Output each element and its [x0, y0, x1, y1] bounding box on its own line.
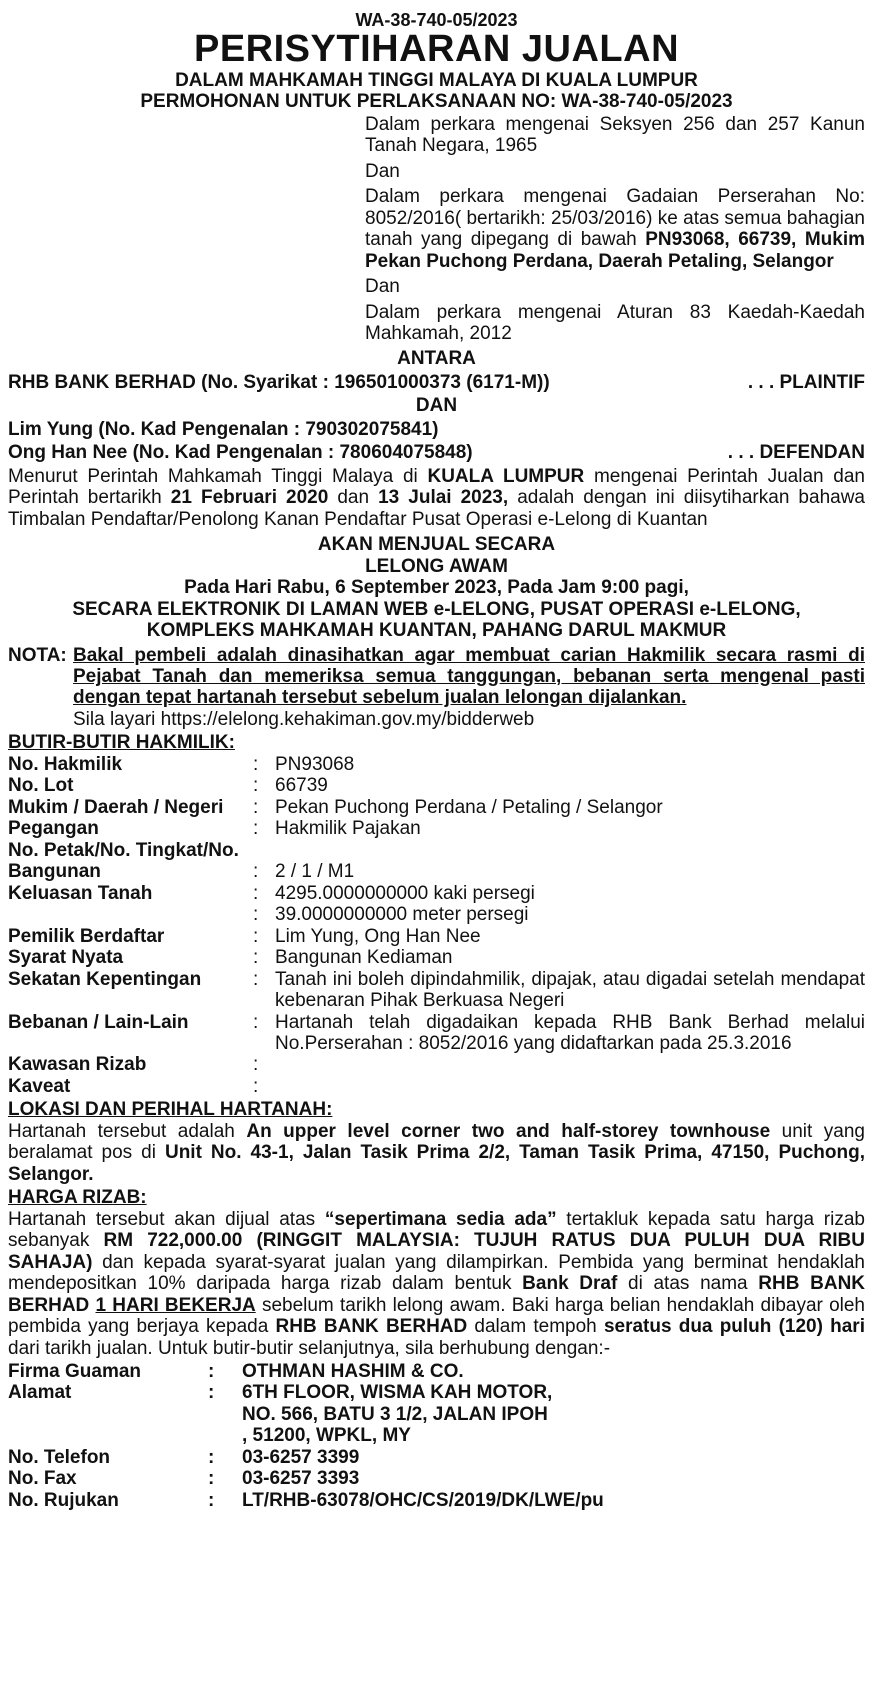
auction-line-2: LELONG AWAM — [365, 555, 508, 577]
title-detail-separator: : — [253, 904, 259, 926]
title-detail-separator: : — [253, 753, 259, 775]
contact-address: Alamat : 6TH FLOOR, WISMA KAH MOTOR, NO. 566, BATU 3 1/2, JALAN IPOH , 51200, WPKL, MY — [8, 1382, 553, 1447]
title-detail-row — [8, 797, 865, 818]
title-detail-value: Bangunan Kediaman — [275, 947, 453, 969]
title-detail-value: 39.0000000000 meter persegi — [275, 904, 529, 926]
title-detail-value: Pekan Puchong Perdana / Petaling / Selangor — [275, 796, 663, 818]
matters-block — [365, 114, 865, 345]
court-line-1: DALAM MAHKAMAH TINGGI MALAYA DI KUALA LUMPUR — [175, 70, 698, 92]
title-detail-value: Tanah ini boleh dipindahmilik, dipajak, atau digadai setelah mendapat kebenaran Pihak Berkuasa Negeri — [275, 968, 865, 1012]
title-detail-separator: : — [253, 818, 259, 840]
title-detail-key: Pegangan — [8, 818, 99, 840]
title-detail-key: Kaveat — [8, 1075, 71, 1097]
title-detail-key: Mukim / Daerah / Negeri — [8, 796, 224, 818]
contact-telephone: No. Telefon : 03-6257 3399 — [8, 1446, 360, 1468]
auction-venue-1: SECARA ELEKTRONIK DI LAMAN WEB e-LELONG, PUSAT OPERASI e-LELONG, — [72, 598, 801, 620]
title-detail-row — [8, 926, 865, 947]
title-detail-row — [8, 1076, 865, 1097]
contact-fax: No. Fax : 03-6257 3393 — [8, 1468, 360, 1490]
location-paragraph: Hartanah tersebut adalah An upper level corner two and half-storey townhouse unit yang beralamat pos di Unit No. 43-1, Jalan Tasik Prima 2/2, Taman Tasik Prima, 47150, Puchong, Selangor. — [8, 1120, 865, 1185]
nota-label: NOTA: — [8, 644, 67, 666]
antara-heading: ANTARA — [397, 348, 476, 370]
matter-1: Dalam perkara mengenai Seksyen 256 dan 257 Kanun Tanah Negara, 1965 — [365, 113, 865, 157]
title-detail-key: Sekatan Kepentingan — [8, 968, 202, 990]
title-detail-separator: : — [253, 1011, 259, 1033]
title-detail-value: Hakmilik Pajakan — [275, 818, 421, 840]
plaintiff-row — [8, 372, 865, 393]
defendant-role: . . . DEFENDAN — [727, 442, 865, 464]
title-detail-row — [8, 861, 865, 882]
title-detail-key: No. Hakmilik — [8, 753, 123, 775]
title-details-list — [8, 754, 865, 1098]
case-number: WA-38-740-05/2023 — [355, 10, 518, 30]
title-detail-row — [8, 1054, 865, 1075]
auction-date: Pada Hari Rabu, 6 September 2023, Pada Jam 9:00 pagi, — [184, 577, 689, 599]
court-line-2: PERMOHONAN UNTUK PERLAKSANAAN NO: WA-38-740-05/2023 — [140, 91, 733, 113]
title-detail-separator: : — [253, 775, 259, 797]
matter-2-text: Dalam perkara mengenai Gadaian Perserahan No: 8052/2016( bertarikh: 25/03/2016) ke atas semua bahagian tanah yang dipegang di bawah — [365, 186, 865, 251]
title-detail-key: Bangunan — [8, 861, 101, 883]
title-detail-row — [8, 1012, 865, 1055]
matter-3: Dalam perkara mengenai Aturan 83 Kaedah-Kaedah Mahkamah, 2012 — [365, 301, 865, 344]
defendant-1-name: Lim Yung (No. Kad Pengenalan : 790302075841) — [8, 418, 439, 440]
auction-line-1: AKAN MENJUAL SECARA — [317, 534, 556, 556]
title-detail-key: Pemilik Berdaftar — [8, 925, 165, 947]
plaintiff-role: . . . PLAINTIF — [747, 371, 865, 393]
title-detail-value: Lim Yung, Ong Han Nee — [275, 925, 481, 947]
matter-dan-1: Dan — [365, 160, 400, 182]
title-detail-value: PN93068 — [275, 753, 355, 775]
title-detail-row — [8, 883, 865, 904]
title-detail-key: No. Lot — [8, 775, 74, 797]
title-detail-row — [8, 818, 865, 839]
title-detail-key — [8, 904, 253, 925]
title-detail-key: Syarat Nyata — [8, 947, 124, 969]
title-detail-value — [275, 1076, 865, 1097]
title-detail-separator: : — [253, 925, 259, 947]
matter-dan-2: Dan — [365, 276, 400, 298]
title-details-heading: BUTIR-BUTIR HAKMILIK: — [8, 732, 235, 754]
title-detail-separator: : — [253, 968, 259, 990]
contact-block — [8, 1361, 865, 1511]
title-detail-separator: : — [253, 1075, 259, 1097]
nota-block — [8, 645, 865, 731]
title-detail-separator: : — [253, 861, 259, 883]
location-heading: LOKASI DAN PERIHAL HARTANAH: — [8, 1099, 333, 1121]
title-detail-separator: : — [253, 796, 259, 818]
auction-venue-2: KOMPLEKS MAHKAMAH KUANTAN, PAHANG DARUL MAKMUR — [146, 620, 727, 642]
title-detail-value — [275, 1054, 865, 1075]
title-detail-row — [8, 840, 865, 861]
title-detail-separator: : — [253, 947, 259, 969]
title-detail-separator: : — [253, 882, 259, 904]
matter-2 — [365, 186, 865, 272]
dan-heading: DAN — [415, 395, 458, 417]
matter-2-property: PN93068, 66739, Mukim Pekan Puchong Perdana, Daerah Petaling, Selangor — [365, 229, 865, 272]
title-detail-row — [8, 775, 865, 796]
title-detail-row — [8, 969, 865, 1012]
title-detail-value — [275, 840, 865, 861]
title-detail-value: 66739 — [275, 775, 328, 797]
contact-reference: No. Rujukan : LT/RHB-63078/OHC/CS/2019/DK/LWE/pu — [8, 1489, 604, 1511]
title-detail-value: 2 / 1 / M1 — [275, 861, 355, 883]
title-detail-separator — [253, 840, 275, 861]
defendant-2-row — [8, 442, 865, 463]
contact-firm: Firma Guaman : OTHMAN HASHIM & CO. — [8, 1361, 464, 1382]
order-paragraph: Menurut Perintah Mahkamah Tinggi Malaya di KUALA LUMPUR mengenai Perintah Jualan dan Perintah bertarikh 21 Februari 2020 dan 13 Julai 2023, adalah dengan ini diisytiharkan bahawa Timbalan Pendaftar/Penolong Kanan Pendaftar Pusat Operasi e-Lelong di Kuantan — [8, 465, 865, 530]
title-detail-row — [8, 754, 865, 775]
title-detail-key: Bebanan / Lain-Lain — [8, 1011, 189, 1033]
title-detail-key: Keluasan Tanah — [8, 882, 153, 904]
title-detail-row — [8, 947, 865, 968]
title-detail-separator: : — [253, 1054, 259, 1076]
plaintiff-name: RHB BANK BERHAD (No. Syarikat : 196501000373 (6171-M)) — [8, 371, 550, 393]
title-detail-key: Kawasan Rizab — [8, 1054, 147, 1076]
title-detail-row — [8, 904, 865, 925]
title-detail-value: Hartanah telah digadaikan kepada RHB Bank Berhad melalui No.Perserahan : 8052/2016 yang didaftarkan pada 25.3.2016 — [275, 1011, 865, 1054]
reserve-price-heading: HARGA RIZAB: — [8, 1187, 147, 1209]
page-title: PERISYTIHARAN JUALAN — [193, 28, 680, 71]
auction-block — [8, 534, 865, 641]
title-detail-value: 4295.0000000000 kaki persegi — [275, 882, 535, 904]
defendant-1-row — [8, 419, 865, 440]
reserve-price-paragraph: Hartanah tersebut akan dijual atas “sepertimana sedia ada” tertakluk kepada satu harga rizab sebanyak RM 722,000.00 (RINGGIT MALAYSIA: TUJUH RATUS DUA PULUH DUA RIBU SAHAJA) dan kepada syarat-syarat jualan yang dilampirkan. Pembida yang berminat hendaklah mendepositkan 10% daripada harga rizab dalam bentuk Bank Draf di atas nama RHB BANK BERHAD 1 HARI BEKERJA sebelum tarikh lelong awam. Baki harga belian hendaklah dibayar oleh pembida yang berjaya kepada RHB BANK BERHAD dalam tempoh seratus dua puluh (120) hari dari tarikh jualan. Untuk butir-butir selanjutnya, sila berhubung dengan:- — [8, 1208, 866, 1359]
nota-url[interactable]: Sila layari https://elelong.kehakiman.gov.my/bidderweb — [73, 708, 535, 730]
nota-text: Bakal pembeli adalah dinasihatkan agar membuat carian Hakmilik secara rasmi di Pejabat Tanah dan memeriksa semua tanggungan, bebanan serta mengenal pasti dengan tepat hartanah tersebut sebelum jualan lelongan dijalankan. — [73, 644, 865, 709]
title-detail-key: No. Petak/No. Tingkat/No. — [8, 839, 239, 861]
defendant-2-name: Ong Han Nee (No. Kad Pengenalan : 780604075848) — [8, 442, 473, 464]
